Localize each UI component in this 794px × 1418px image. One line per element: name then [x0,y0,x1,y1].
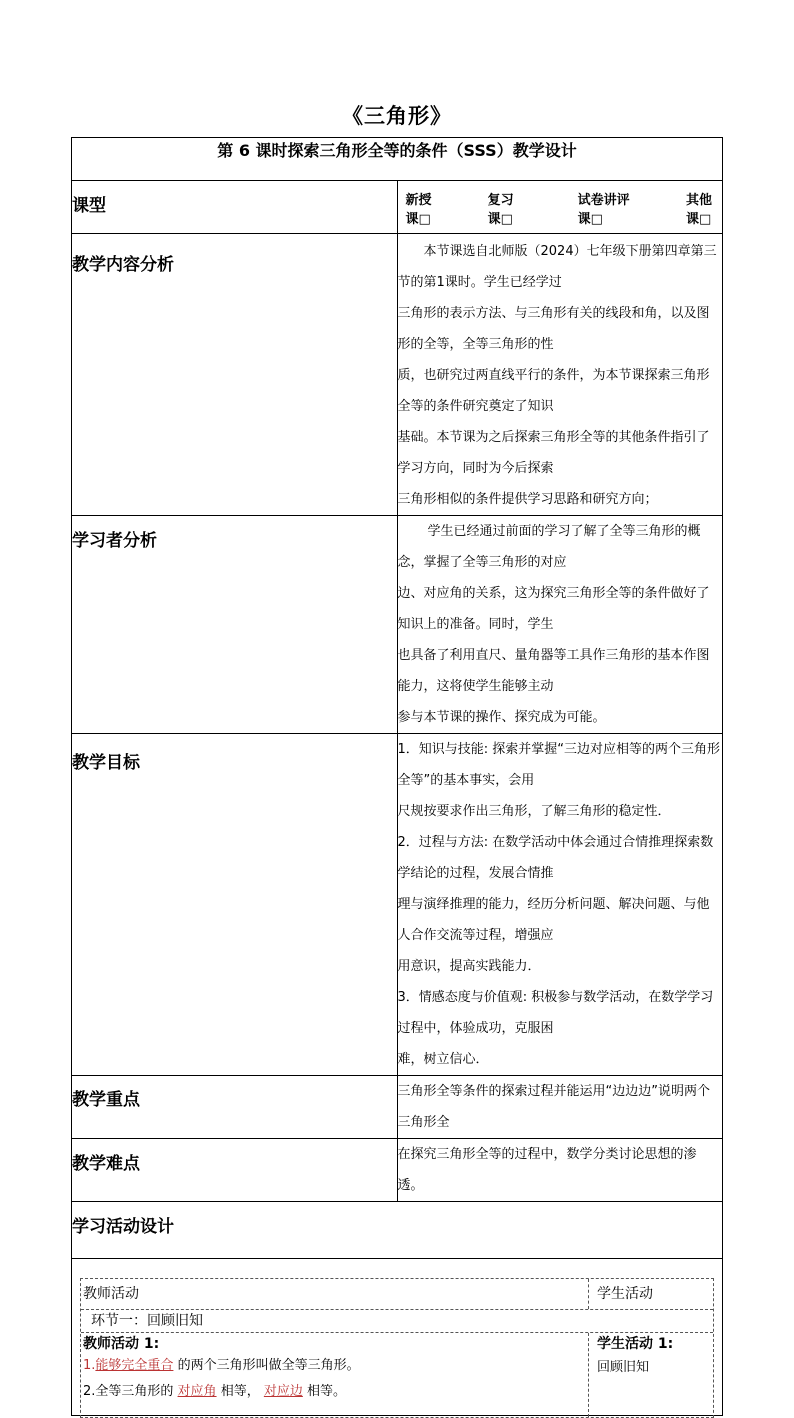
review-item-1: 1.能够完全重合 的两个三角形叫做全等三角形。 [83,1358,360,1373]
blank-answer-1: 能够完全重合 [95,1358,174,1373]
type-option-other: 其他课□ [685,193,712,227]
document-title: 《三角形》 [342,104,452,128]
lesson-type-label: 课型 [72,181,398,234]
key-point-text: 三角形全等条件的探索过程并能运用“边边边”说明两个三角形全 [397,1076,723,1139]
student-activity-1-title: 学生活动 1: [597,1336,674,1352]
lesson-plan-table [71,137,723,1416]
teacher-activity-1 [81,1333,589,1417]
blank-answer-3: 对应边 [263,1384,303,1399]
difficulty-label: 教学难点 [72,1139,398,1202]
blank-answer-2: 对应角 [177,1384,217,1399]
type-option-exam: 试卷讲评课□ [577,193,630,227]
activity-design-label: 学习活动设计 [72,1202,723,1259]
goals-label: 教学目标 [72,734,398,1076]
activity-design-cell [72,1259,723,1416]
type-option-new: 新授课□ [405,193,432,227]
learner-analysis-text: 学生已经通过前面的学习了解了全等三角形的概念，掌握了全等三角形的对应 边、对应角的关系，这为探究三角形全等的条件做好了知识上的准备。同时，学生 也具备了利用直尺、量角器等工具作三角形的基本作图能力，这将使学生能够主动 参与本节课的操作、探究成为可能。 [397,516,723,734]
teacher-activity-header: 教师活动 [81,1279,589,1309]
activity-table [80,1278,714,1418]
content-analysis-label: 教学内容分析 [72,234,398,516]
review-item-2: 2.全等三角形的 对应角 相等， 对应边 相等。 [83,1384,347,1399]
student-activity-header: 学生活动 [597,1286,653,1302]
student-activity-1 [589,1333,713,1417]
student-activity-1-text: 回顾旧知 [597,1360,650,1375]
learner-analysis-label: 学习者分析 [72,516,398,734]
type-option-review: 复习课□ [487,193,514,227]
teacher-activity-1-title: 教师活动 1: [83,1336,160,1352]
content-analysis-text: 本节课选自北师版（2024）七年级下册第四章第三节的第1课时。学生已经学过 三角形的表示方法、与三角形有关的线段和角，以及图形的全等，全等三角形的性 质，也研究过两直线平行的条件，为本节课探索三角形全等的条件研究奠定了知识 基础。本节课为之后探索三角形全等的其他条件指引了学习方向，同时为今后探索 三角形相似的条件提供学习思路和研究方向； [397,234,723,516]
lesson-type-options [397,181,723,234]
difficulty-text: 在探究三角形全等的过程中，数学分类讨论思想的渗透。 [397,1139,723,1202]
lesson-subtitle: 第 6 课时探索三角形全等的条件（SSS）教学设计 [72,138,723,181]
goals-text: 1．知识与技能: 探索并掌握“三边对应相等的两个三角形全等”的基本事实，会用 尺规按要求作出三角形，了解三角形的稳定性． 2．过程与方法: 在数学活动中体会通过合情推理探索数学结论的过程，发展合情推 理与演绎推理的能力，经历分析问题、解决问题、与他人合作交流等过程，增强应 用意识，提高实践能力． 3．情感态度与价值观: 积极参与数学活动，在数学学习过程中，体验成功，克服困 难，树立信心． [397,734,723,1076]
stage-one-title: 环节一：回顾旧知 [81,1310,713,1333]
key-point-label: 教学重点 [72,1076,398,1139]
